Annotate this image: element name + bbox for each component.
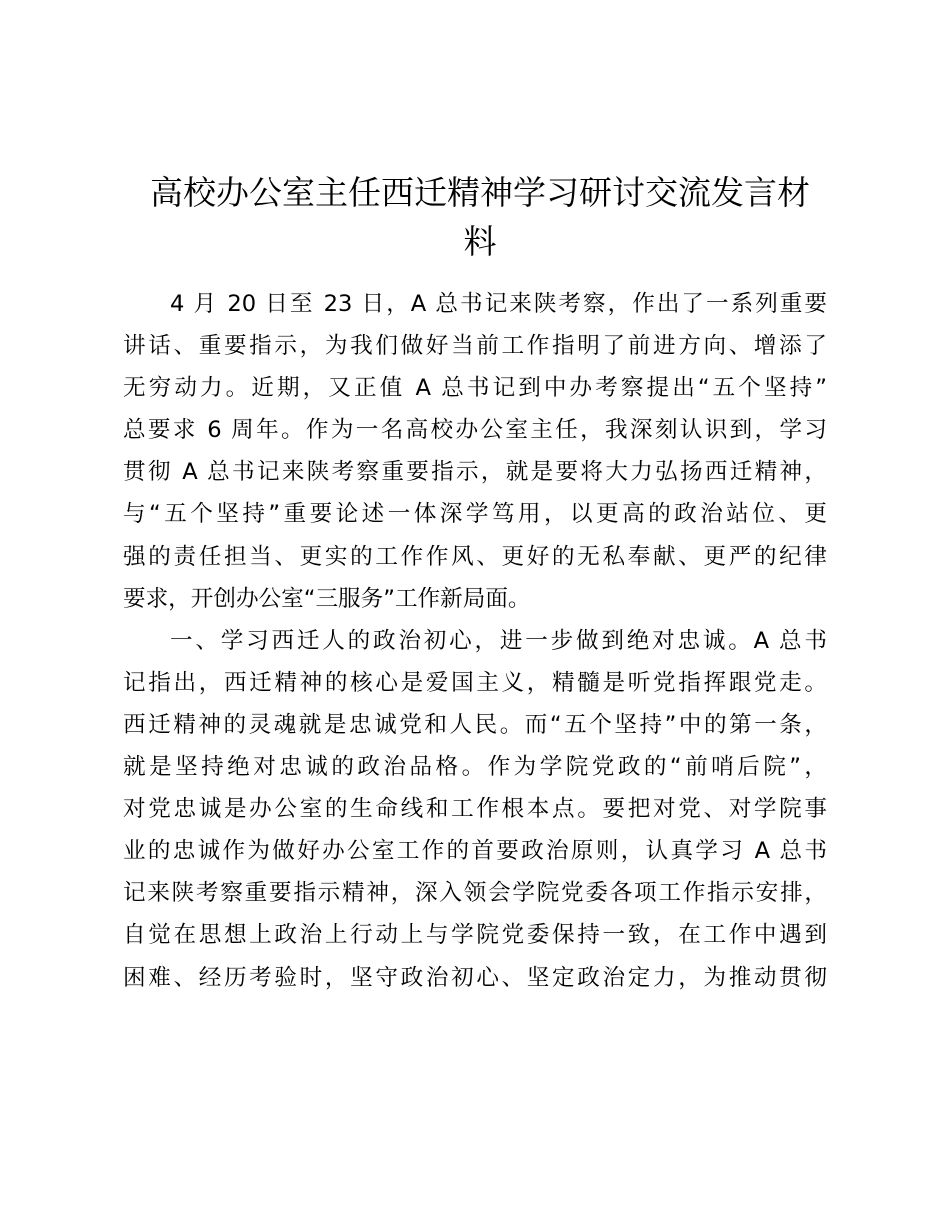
paragraph-line: 对党忠诚是办公室的生命线和工作根本点。要把对党、对学院事 xyxy=(123,796,827,823)
paragraph-line: 记指出，西迁精神的核心是爱国主义，精髓是听党指挥跟党走。 xyxy=(123,669,827,696)
paragraph-line: 讲话、重要指示，为我们做好当前工作指明了前进方向、增添了 xyxy=(123,333,827,360)
paragraph-line: 4 月 20 日至 23 日，A 总书记来陕考察，作出了一系列重要 xyxy=(170,291,827,317)
paragraph-line: 与“五个坚持”重要论述一体深学笃用，以更高的政治站位、更 xyxy=(123,501,827,528)
document-title xyxy=(120,168,840,266)
paragraph-line: 强的责任担当、更实的工作作风、更好的无私奉献、更严的纪律 xyxy=(123,543,827,570)
paragraph-line: 贯彻 A 总书记来陕考察重要指示，就是要将大力弘扬西迁精神， xyxy=(123,459,827,486)
paragraph-line: 一、学习西迁人的政治初心，进一步做到绝对忠诚。A 总书 xyxy=(170,627,827,654)
paragraph-line: 要求，开创办公室“三服务”工作新局面。 xyxy=(123,585,531,612)
paragraph-line: 西迁精神的灵魂就是忠诚党和人民。而“五个坚持”中的第一条， xyxy=(123,711,827,738)
paragraph-section-one xyxy=(123,620,827,999)
paragraph-line: 自觉在思想上政治上行动上与学院党委保持一致，在工作中遇到 xyxy=(123,922,827,949)
document-body xyxy=(123,283,827,999)
title-line: 料 xyxy=(463,222,497,261)
paragraph-line: 总要求 6 周年。作为一名高校办公室主任，我深刻认识到，学习 xyxy=(123,417,827,444)
paragraph-intro xyxy=(123,283,827,620)
paragraph-line: 业的忠诚作为做好办公室工作的首要政治原则，认真学习 A 总书 xyxy=(123,838,827,865)
paragraph-line: 无穷动力。近期，又正值 A 总书记到中办考察提出“五个坚持” xyxy=(123,375,827,402)
paragraph-line: 就是坚持绝对忠诚的政治品格。作为学院党政的“前哨后院”， xyxy=(123,754,827,781)
paragraph-line: 困难、经历考验时，坚守政治初心、坚定政治定力，为推动贯彻 xyxy=(123,964,827,991)
title-line: 高校办公室主任西迁精神学习研讨交流发言材 xyxy=(150,173,810,212)
paragraph-line: 记来陕考察重要指示精神，深入领会学院党委各项工作指示安排， xyxy=(123,880,827,907)
